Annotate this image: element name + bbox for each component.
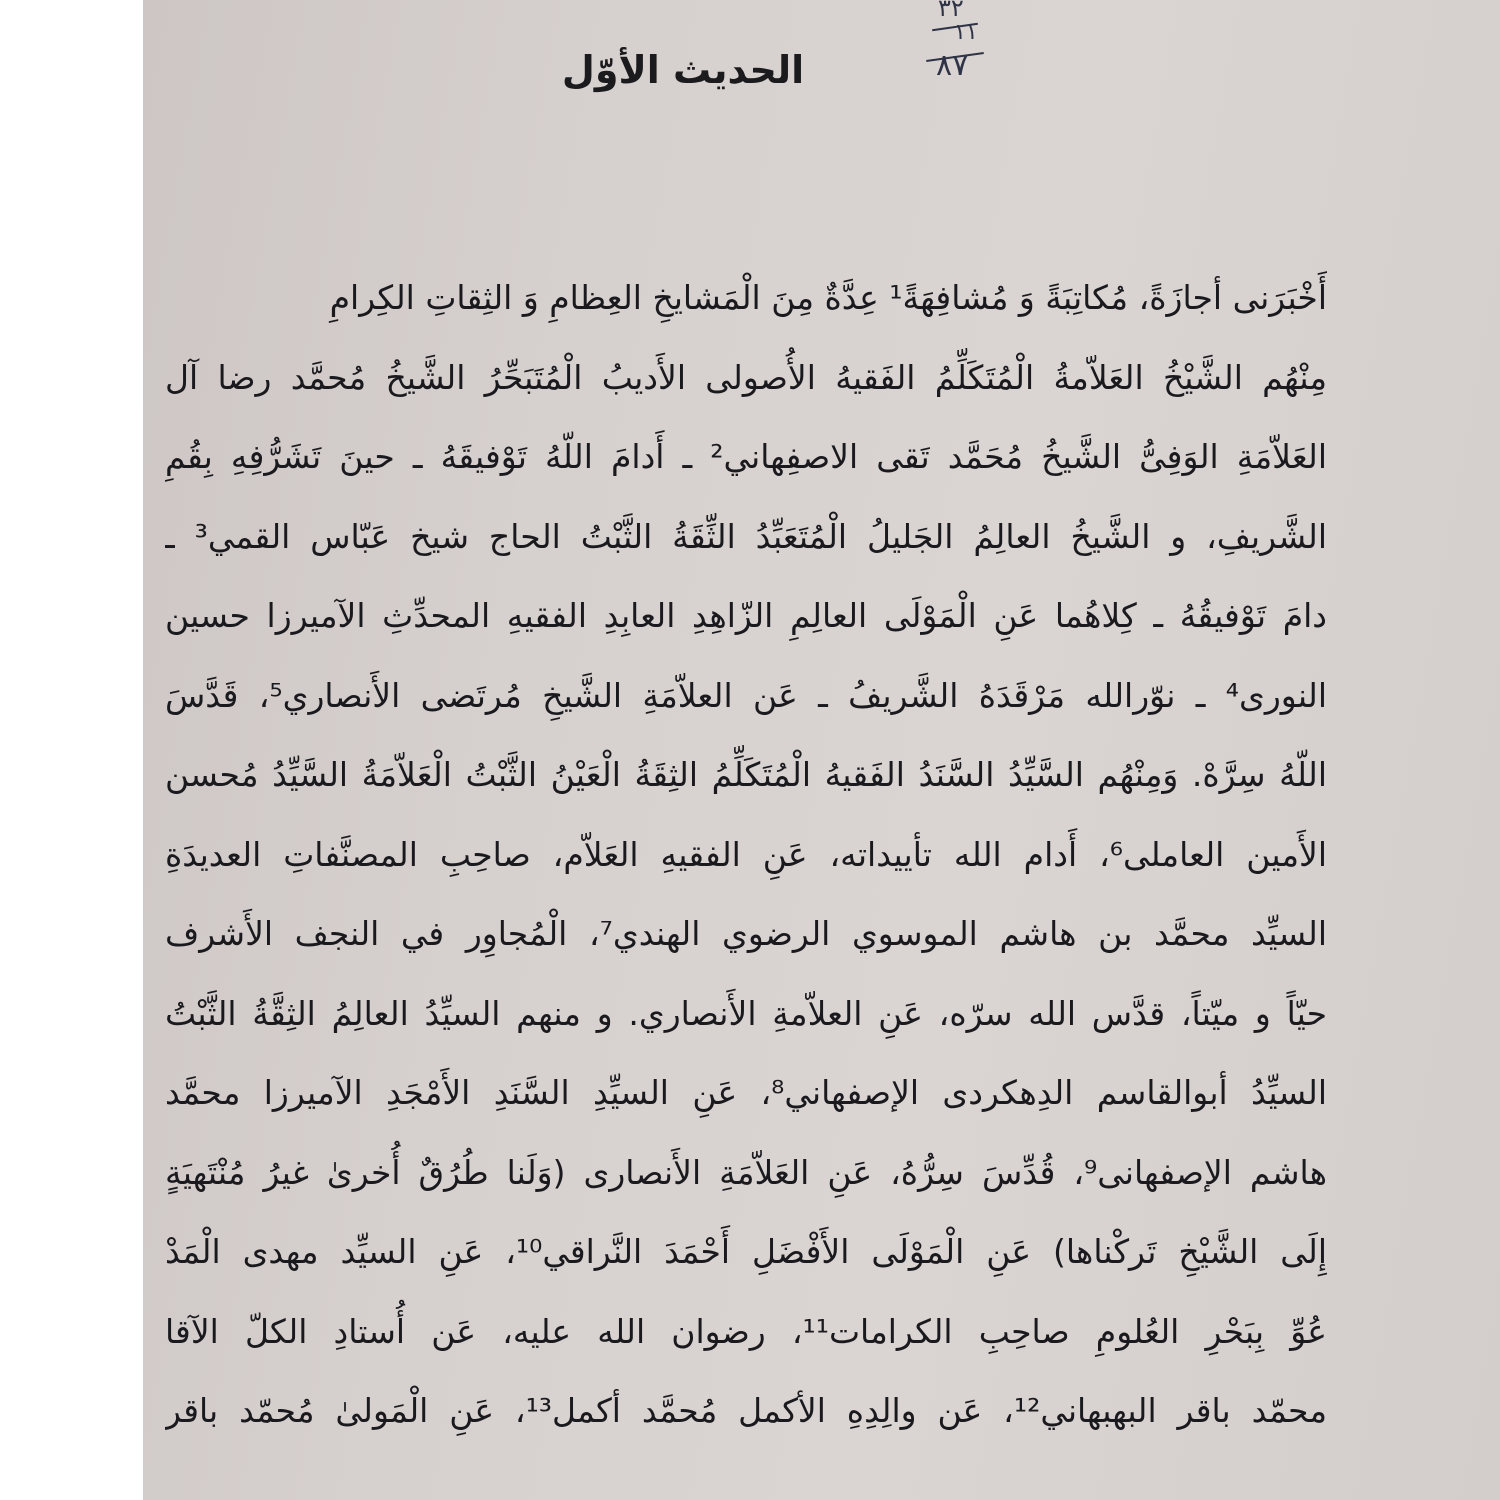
text-line: الشَّريفِ، و الشَّيخُ العالِمُ الجَليلُ الْمُتَعَبِّدُ الثِّقَةُ الثَّبْتُ الحاج شيخ عَبّاس القمي³ ـ bbox=[165, 516, 1327, 556]
text-line: السيِّد محمَّد بن هاشم الموسوي الرضوي الهندي⁷، الْمُجاوِر في النجف الأَشرف bbox=[165, 914, 1327, 953]
text-line: أَخْبَرَنى أجازَةً، مُكاتِبَةً وَ مُشافِهَةً¹ عِدَّةٌ مِنَ الْمَشايخِ العِظامِ وَ الثِقاتِ الكِرامِ bbox=[329, 278, 1327, 317]
text-line: النورى⁴ ـ نوّرالله مَرْقَدَهُ الشَّريفُ ـ عَن العلاّمَةِ الشَّيخِ مُرتَضى الأَنصاري⁵، قَدَّسَ bbox=[165, 675, 1327, 715]
text-line: الأَمين العاملى⁶، أَدام الله تأييداته، عَنِ الفقيهِ العَلاّم، صاحِبِ المصنَّفاتِ العديدَةِ bbox=[165, 834, 1327, 874]
handwritten-page-note bbox=[918, 0, 1008, 100]
text-line: هاشم الإصفهانى⁹، قُدِّسَ سِرُّهُ، عَنِ العَلاّمَةِ الأَنصارى (وَلَنا طُرُقٌ أُخرىٰ غيرُ مُنْتَهيَةٍ bbox=[165, 1152, 1327, 1192]
text-line: حيّاً و ميّتاً، قدَّس الله سرّه، عَنِ العلاّمةِ الأَنصاري. و منهم السيِّدُ العالِمُ الثِقَّةُ الثَّبْتُ bbox=[165, 993, 1327, 1033]
text-line: محمّد باقر البهبهاني¹²، عَن والِدِهِ الأكمل مُحمَّد أكمل¹³، عَنِ الْمَولىٰ مُحمّد باقر bbox=[165, 1391, 1327, 1430]
handwritten-number-middle: ١١ bbox=[954, 20, 978, 45]
body-paragraph bbox=[165, 258, 1327, 1451]
text-line: العَلاّمَةِ الوَفِىُّ الشَّيخُ مُحَمَّد تَقى الاصفِهاني² ـ أَدامَ اللّهُ تَوْفيقَهُ ـ حينَ تَشَرُّفِهِ بِقُمِ bbox=[165, 437, 1327, 476]
text-line: دامَ تَوْفيقُهُ ـ كِلاهُما عَنِ الْمَوْلَى العالِمِ الزّاهِدِ العابِدِ الفقيهِ المحدِّثِ الآميرزا حسين bbox=[165, 596, 1327, 635]
text-line: مِنْهُم الشَّيْخُ العَلاّمةُ الْمُتَكَلِّمُ الفَقيهُ الأُصولى الأَديبُ الْمُتَبَحِّرُ الشَّيخُ مُحمَّد رضا آل bbox=[165, 357, 1327, 397]
handwritten-number-bottom: ٨٧ bbox=[936, 48, 969, 83]
book-page bbox=[143, 0, 1500, 1500]
chapter-heading: الحديث الأوّل bbox=[561, 48, 805, 92]
text-line: اللّهُ سِرَّهْ. وَمِنْهُم السَّيِّدُ السَّنَدُ الفَقيهُ الْمُتَكَلِّمُ الثِقَةُ الْعَيْنُ الثَّبْتُ الْعَلاّمَةُ السَّيِّدُ مُحسن bbox=[165, 755, 1327, 794]
handwritten-number-top: ٣٢ bbox=[938, 0, 964, 22]
text-line: إِلَى الشَّيْخِ تَركْناها) عَنِ الْمَوْلَى الأَفْضَلِ أَحْمَدَ النَّراقي¹⁰، عَنِ السيِّد مهدى الْمَدْ bbox=[165, 1232, 1327, 1271]
text-line: عُوِّ بِبَحْرِ العُلومِ صاحِبِ الكرامات¹¹، رضوان الله عليه، عَن أُستادِ الكلّ الآقا bbox=[165, 1311, 1327, 1351]
text-line: السيِّدُ أبوالقاسم الدِهكردى الإصفهاني⁸، عَنِ السيِّدِ السَّنَدِ الأَمْجَدِ الآميرزا محمَّد bbox=[165, 1073, 1327, 1112]
